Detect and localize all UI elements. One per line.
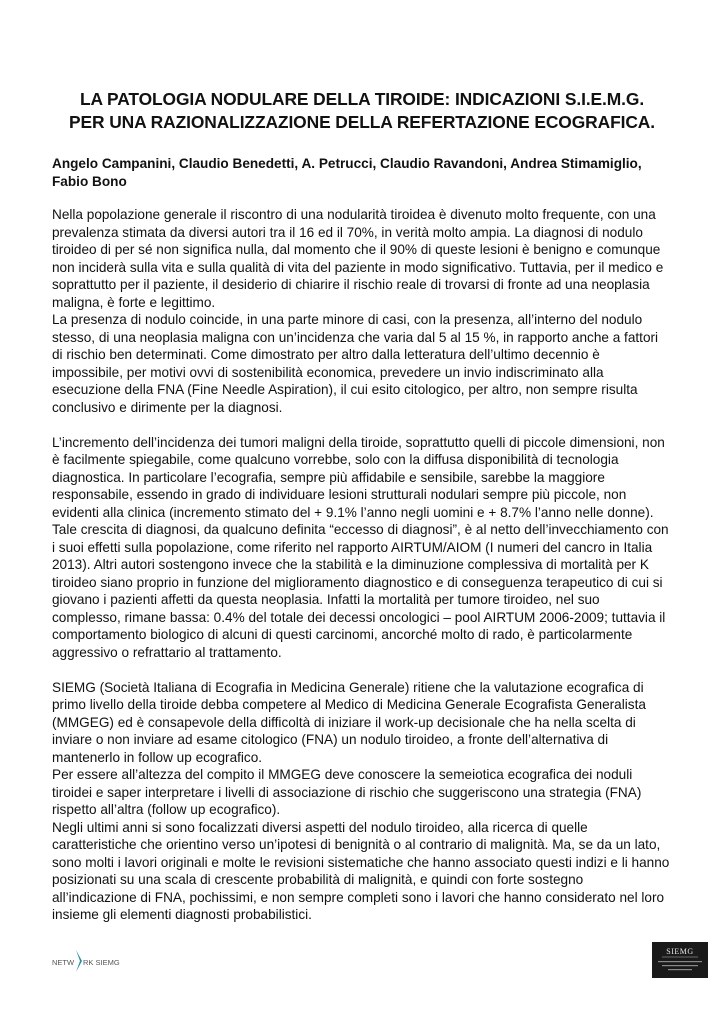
logo-mark-icon — [76, 950, 82, 972]
network-siemg-logo — [52, 946, 128, 976]
paragraph-line: conclusivo e dirimente per la diagnosi. — [52, 399, 283, 415]
body-paragraph — [52, 679, 712, 767]
paragraph-line: tiroideo siano proprio in funzione del miglioramento diagnostico e di conseguenza terapeutico di cui si — [52, 574, 663, 590]
paragraph-line: mantenerlo in follow up ecografico. — [52, 749, 263, 765]
author-line: Fabio Bono — [52, 174, 127, 189]
paragraph-line: rispetto all’altra (follow up ecografico). — [52, 802, 281, 817]
paragraph-line: evidenti alla clinica (incremento stimato del + 9.1% l’anno negli uomini e + 8.7% l’anno nelle donne). — [52, 504, 654, 520]
document-title — [36, 88, 688, 134]
paragraph-line: di rischio ben determinati. Come dimostrato per altro dalla letteratura dell’ultimo decennio è — [52, 347, 600, 362]
paragraph-line: L’incremento dell’incidenza dei tumori maligni della tiroide, soprattutto quelli di piccole dimensioni, non — [52, 434, 665, 450]
paragraph-line: è facilmente spiegabile, come qualcuno vorrebbe, solo con la diffusa disponibilità di tecnologia — [52, 452, 619, 467]
paragraph-line: La presenza di nodulo coincide, in una parte minore di casi, con la presenza, all’interno del nodulo — [52, 312, 643, 327]
body-paragraph — [52, 766, 712, 819]
body-paragraph — [52, 434, 712, 662]
paragraph-line: 2013). Altri autori sostengono invece che la stabilità e la diminuzione complessiva di mortalità per K — [52, 557, 649, 572]
paragraph-line: all’indicazione di FNA, pochissimi, e non sempre completi sono i lavori che hanno considerato nel loro — [52, 889, 665, 905]
logo-text-right: RK SIEMG — [83, 958, 120, 967]
paragraph-line: impossibile, per motivi ovvi di sostenibilità economica, prevedere un invio indiscriminato alla — [52, 364, 604, 380]
document-body — [52, 206, 712, 924]
paragraph-line: Negli ultimi anni si sono focalizzati diversi aspetti del nodulo tiroideo, alla ricerca di quelle — [52, 819, 588, 835]
paragraph-line: caratteristiche che orientino verso un’ipotesi di benignità o al contrario di malignità. Ma, se da un lato, — [52, 837, 661, 852]
paragraph-line: complesso, rimane bassa: 0.4% del totale dei decessi oncologici – pool AIRTUM 2006-2009; tuttavia il — [52, 609, 666, 625]
title-line: PER UNA RAZIONALIZZAZIONE DELLA REFERTAZIONE ECOGRAFICA. — [69, 112, 655, 132]
logo-wordmark: SIEMG — [666, 947, 694, 956]
siemg-logo-graphic — [652, 942, 708, 978]
paragraph-line: non inciderà sulla vita e sulla qualità di vita del paziente in modo significativo. Tuttavia, per il medico e — [52, 259, 664, 275]
paragraph-line: comportamento biologico di alcuni di questi carcinomi, ancorché molto di rado, è particolarmente — [52, 627, 633, 642]
paragraph-line: Per essere all’altezza del compito il MMGEG deve conoscere la semeiotica ecografica dei noduli — [52, 767, 633, 782]
paragraph-line: (MMGEG) ed è consapevole della difficoltà di iniziare il work-up decisionale che ha nella scelta di — [52, 714, 636, 730]
paragraph-line: posizionati su una scala di crescente probabilità di malignità, e quindi con forte sostegno — [52, 872, 584, 887]
siemg-logo — [652, 942, 708, 978]
paragraph-line: soprattutto per il paziente, il desiderio di chiarire il rischio reale di trovarsi di fronte ad una neoplasia — [52, 277, 650, 292]
paragraph-line: Tale crescita di diagnosi, da qualcuno definita “eccesso di diagnosi”, è al netto dell’invecchiamento con — [52, 522, 669, 537]
paragraph-spacer — [52, 661, 712, 679]
paragraph-line: i suoi effetti sulla popolazione, come riferito nel rapporto AIRTUM/AIOM (I numeri del cancro in Italia — [52, 539, 653, 555]
paragraph-line: primo livello della tiroide debba competere al Medico di Medicina Generale Ecografista Generalista — [52, 697, 646, 712]
body-paragraph — [52, 311, 712, 416]
logo-text-left: NETW — [52, 958, 75, 967]
title-line: LA PATOLOGIA NODULARE DELLA TIROIDE: INDICAZIONI S.I.E.M.G. — [79, 89, 645, 109]
paragraph-line: SIEMG (Società Italiana di Ecografia in Medicina Generale) ritiene che la valutazione ecografica di — [52, 679, 644, 695]
paragraph-line: aggressivo o refrattario al trattamento. — [52, 644, 282, 660]
paragraph-line: stesso, di una neoplasia maligna con un’incidenza che varia dal 5 al 15 %, in rapporto anche a fattori — [52, 329, 659, 345]
paragraph-line: diagnostica. In particolare l’ecografia, sempre più affidabile e sensibile, sarebbe la maggiore — [52, 469, 605, 485]
paragraph-line: giovano i pazienti affetti da questa neoplasia. Infatti la mortalità per tumore tiroideo, nel suo — [52, 592, 600, 607]
paragraph-spacer — [52, 416, 712, 434]
paragraph-line: responsabile, essendo in grado di individuare lesioni strutturali nodulari sempre più piccole, non — [52, 487, 627, 502]
paragraph-line: tiroidei e saper interpretare i livelli di associazione di rischio che suggeriscono una strategia (FNA) — [52, 784, 642, 800]
author-line: Angelo Campanini, Claudio Benedetti, A. Petrucci, Claudio Ravandoni, Andrea Stimamiglio, — [52, 156, 642, 171]
paragraph-line: insieme gli elementi diagnosti probabilistici. — [52, 907, 312, 922]
paragraph-line: Nella popolazione generale il riscontro di una nodularità tiroidea è divenuto molto frequente, con una — [52, 207, 656, 222]
paragraph-line: esecuzione della FNA (Fine Needle Aspiration), il cui esito citologico, per altro, non sempre risulta — [52, 382, 638, 397]
network-siemg-logo-graphic — [52, 946, 128, 976]
body-paragraph — [52, 206, 712, 311]
paragraph-line: maligna, è forte e legittimo. — [52, 294, 216, 310]
author-list — [52, 155, 692, 191]
paragraph-line: inviare o non inviare ad esame citologico (FNA) un nodulo tiroideo, a fronte dell’alternativa di — [52, 732, 609, 747]
paragraph-line: sono molti i lavori originali e molte le revisioni sistematiche che hanno associato questi indizi e li hanno — [52, 854, 670, 870]
paragraph-line: prevalenza stimata da diversi autori tra il 16 ed il 70%, in verità molto ampia. La diagnosi di nodulo — [52, 224, 643, 240]
body-paragraph — [52, 819, 712, 924]
paragraph-line: tiroideo di per sé non significa nulla, dal momento che il 90% di queste lesioni è benigno e comunque — [52, 242, 661, 257]
